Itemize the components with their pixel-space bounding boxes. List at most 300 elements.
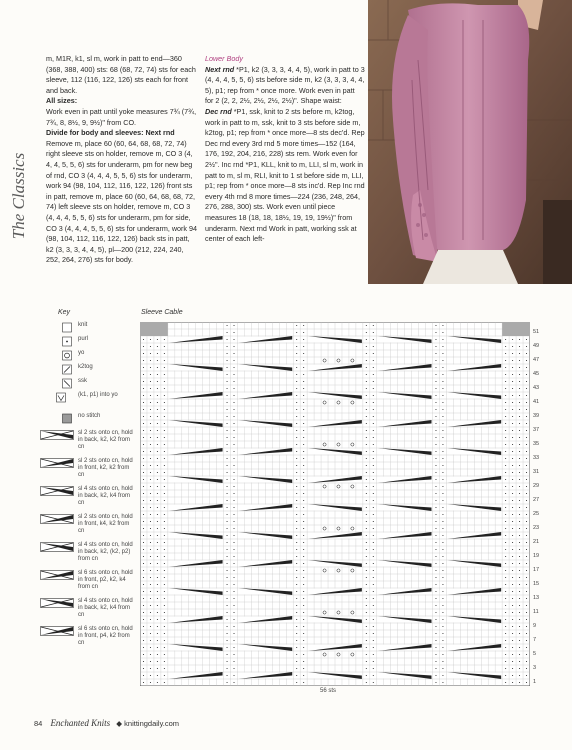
- chart-cell-mark: [435, 423, 436, 424]
- chart-cell-mark: [233, 465, 234, 466]
- chart-cell-mark: [143, 542, 144, 543]
- chart-cell-mark: [150, 647, 151, 648]
- chart-cell-mark: [233, 514, 234, 515]
- chart-cell-mark: [227, 472, 228, 473]
- chart-cell-mark: [303, 647, 304, 648]
- chart-cell-mark: [143, 409, 144, 410]
- chart-cell-mark: [505, 661, 506, 662]
- chart-cell-mark: [296, 395, 297, 396]
- knit-symbol-icon: [40, 322, 74, 334]
- chart-cell-mark: [435, 654, 436, 655]
- chart-cell-mark: [303, 360, 304, 361]
- chart-cell-mark: [512, 682, 513, 683]
- key-label: sl 6 sts onto cn, hold in front, p4, k2 from cn: [78, 626, 133, 646]
- chart-cell-mark: [296, 591, 297, 592]
- k2tog-symbol-icon: [40, 364, 74, 376]
- chart-cell-mark: [157, 346, 158, 347]
- chart-cell-mark: [164, 661, 165, 662]
- chart-cell-mark: [512, 542, 513, 543]
- chart-cell-mark: [157, 598, 158, 599]
- chart-cell-mark: [519, 444, 520, 445]
- row-number: 51: [533, 329, 540, 335]
- key-item: [40, 598, 136, 623]
- chart-cell-mark: [526, 507, 527, 508]
- chart-cell-mark: [233, 360, 234, 361]
- chart-cell-mark: [233, 647, 234, 648]
- chart-cell-mark: [519, 430, 520, 431]
- chart-cell-mark: [303, 633, 304, 634]
- chart-cell-mark: [526, 528, 527, 529]
- chart-cell-mark: [442, 619, 443, 620]
- chart-cell-mark: [505, 367, 506, 368]
- chart-cell-mark: [233, 640, 234, 641]
- chart-cell-mark: [157, 437, 158, 438]
- chart-cell-mark: [505, 584, 506, 585]
- chart-cell-mark: [366, 640, 367, 641]
- chart-cell-mark: [435, 430, 436, 431]
- chart-cell-mark: [373, 353, 374, 354]
- chart-cell-mark: [526, 444, 527, 445]
- chart-cell-mark: [303, 493, 304, 494]
- chart-cell-mark: [442, 346, 443, 347]
- chart-cell-mark: [227, 591, 228, 592]
- chart-cell-mark: [526, 367, 527, 368]
- chart-cell-mark: [512, 619, 513, 620]
- chart-cell-mark: [303, 507, 304, 508]
- chart-cell-mark: [164, 591, 165, 592]
- chart-cell-mark: [519, 514, 520, 515]
- chart-cell-mark: [233, 472, 234, 473]
- key-label: ssk: [78, 378, 87, 384]
- chart-cell-mark: [296, 423, 297, 424]
- chart-cell-mark: [442, 633, 443, 634]
- chart-cell-mark: [442, 416, 443, 417]
- chart-cell-mark: [303, 332, 304, 333]
- chart-cell-mark: [373, 514, 374, 515]
- chart-cell-mark: [227, 430, 228, 431]
- chart-cell-mark: [505, 619, 506, 620]
- chart-cell-mark: [227, 661, 228, 662]
- chart-cell-mark: [296, 360, 297, 361]
- chart-cell-mark: [519, 367, 520, 368]
- chart-cell-mark: [373, 493, 374, 494]
- instruction-text: Lower Body: [205, 54, 243, 63]
- chart-cell-mark: [435, 528, 436, 529]
- chart-cell-mark: [505, 682, 506, 683]
- chart-cell-mark: [233, 675, 234, 676]
- chart-cell-mark: [150, 346, 151, 347]
- chart-cell-mark: [150, 563, 151, 564]
- chart-cell-mark: [512, 598, 513, 599]
- chart-cell-mark: [143, 584, 144, 585]
- chart-cell-mark: [366, 591, 367, 592]
- chart-cell-mark: [157, 402, 158, 403]
- chart-cell-mark: [512, 661, 513, 662]
- col1-paragraph: [46, 107, 198, 128]
- chart-cell-mark: [526, 521, 527, 522]
- chart-cell-mark: [505, 507, 506, 508]
- chart-cell-mark: [150, 661, 151, 662]
- chart-cell-mark: [526, 542, 527, 543]
- chart-cell-mark: [526, 675, 527, 676]
- chart-cell-mark: [526, 346, 527, 347]
- chart-cell-mark: [157, 493, 158, 494]
- chart-cell-mark: [303, 661, 304, 662]
- chart-cell-mark: [233, 374, 234, 375]
- chart-cell-mark: [435, 444, 436, 445]
- chart-cell-mark: [512, 570, 513, 571]
- chart-cell-mark: [526, 654, 527, 655]
- chart-cell-mark: [366, 514, 367, 515]
- chart-cell-mark: [366, 409, 367, 410]
- chart-cell-mark: [164, 451, 165, 452]
- chart-cell-mark: [164, 367, 165, 368]
- chart-cell-mark: [164, 374, 165, 375]
- chart-cell-mark: [512, 402, 513, 403]
- chart-cell-mark: [435, 353, 436, 354]
- chart-cell-mark: [296, 458, 297, 459]
- chart-cell-mark: [512, 633, 513, 634]
- chart-cell-mark: [373, 416, 374, 417]
- chart-cell-mark: [164, 346, 165, 347]
- chart-cell-mark: [164, 472, 165, 473]
- chart-cell-mark: [303, 353, 304, 354]
- chart-cell-mark: [373, 430, 374, 431]
- key-label: yo: [78, 350, 85, 356]
- chart-cell-mark: [233, 332, 234, 333]
- chart-cell-mark: [373, 542, 374, 543]
- row-number: 7: [533, 637, 537, 643]
- chart-cell-mark: [233, 444, 234, 445]
- chart-cell-mark: [303, 514, 304, 515]
- chart-cell-mark: [435, 395, 436, 396]
- chart-cell-mark: [227, 626, 228, 627]
- chart-cell-mark: [303, 367, 304, 368]
- chart-cell-mark: [303, 416, 304, 417]
- chart-cell-mark: [435, 332, 436, 333]
- chart-cell-mark: [296, 325, 297, 326]
- chart-cell-mark: [512, 675, 513, 676]
- chart-cell-mark: [150, 500, 151, 501]
- chart-cell-mark: [366, 346, 367, 347]
- chart-cell-mark: [526, 430, 527, 431]
- chart-cell-mark: [157, 577, 158, 578]
- chart-cell-mark: [435, 360, 436, 361]
- chart-cell-mark: [373, 402, 374, 403]
- chart-cell-mark: [303, 472, 304, 473]
- chart-cell-mark: [512, 535, 513, 536]
- key-item: [40, 378, 136, 389]
- chart-cell-mark: [366, 388, 367, 389]
- chart-cell-mark: [442, 528, 443, 529]
- chart-cell-mark: [296, 388, 297, 389]
- chart-cell-mark: [519, 542, 520, 543]
- chart-cell-mark: [442, 430, 443, 431]
- chart-cell-mark: [296, 570, 297, 571]
- chart-cell-mark: [296, 640, 297, 641]
- chart-cell-mark: [526, 465, 527, 466]
- chart-cell-mark: [373, 605, 374, 606]
- chart-cell-mark: [373, 381, 374, 382]
- chart-cell-mark: [373, 528, 374, 529]
- chart-cell-mark: [303, 598, 304, 599]
- chart-cell-mark: [519, 479, 520, 480]
- chart-cell-mark: [526, 598, 527, 599]
- chart-cell-mark: [442, 549, 443, 550]
- row-number: 13: [533, 595, 540, 601]
- key-label: purl: [78, 336, 89, 342]
- chart-cell-mark: [143, 339, 144, 340]
- instruction-text: Work even in patt until yoke measures 7¾ (7¾, 7¾, 8, 8½, 9, 9½)" from CO.: [46, 106, 197, 127]
- chart-cell-mark: [303, 402, 304, 403]
- chart-cell-mark: [296, 563, 297, 564]
- chart-cell-mark: [164, 563, 165, 564]
- chart-cell-mark: [164, 465, 165, 466]
- chart-cell-mark: [442, 654, 443, 655]
- chart-cell-mark: [150, 514, 151, 515]
- chart-cell-mark: [512, 465, 513, 466]
- chart-cell-mark: [296, 339, 297, 340]
- chart-cell-mark: [303, 430, 304, 431]
- chart-cell-mark: [303, 479, 304, 480]
- chart-cell-mark: [526, 381, 527, 382]
- chart-cell-mark: [366, 416, 367, 417]
- chart-cell-mark: [442, 612, 443, 613]
- chart-cell-mark: [505, 451, 506, 452]
- chart-cell-mark: [366, 360, 367, 361]
- chart-cell-mark: [233, 556, 234, 557]
- chart-cell-mark: [303, 528, 304, 529]
- chart-cell-mark: [519, 395, 520, 396]
- chart-cell-mark: [366, 563, 367, 564]
- chart-cell-mark: [512, 563, 513, 564]
- chart-cell-mark: [157, 668, 158, 669]
- chart-cell-mark: [233, 339, 234, 340]
- row-number: 21: [533, 539, 540, 545]
- chart-cell-mark: [157, 465, 158, 466]
- chart-cell-mark: [143, 640, 144, 641]
- chart-cell-mark: [296, 472, 297, 473]
- key-item: [40, 514, 136, 539]
- chart-cell-mark: [296, 430, 297, 431]
- chart-cell-mark: [150, 507, 151, 508]
- chart-cell-mark: [296, 633, 297, 634]
- col1-paragraph: [46, 54, 198, 96]
- chart-cell-mark: [143, 437, 144, 438]
- chart-cell-mark: [164, 458, 165, 459]
- chart-cell-mark: [505, 675, 506, 676]
- website-link[interactable]: knittingdaily.com: [124, 719, 180, 728]
- chart-cell-mark: [164, 486, 165, 487]
- chart-cell-mark: [296, 500, 297, 501]
- chart-cell-mark: [227, 444, 228, 445]
- chart-cell-mark: [143, 444, 144, 445]
- chart-cell-mark: [519, 633, 520, 634]
- chart-cell-mark: [519, 528, 520, 529]
- chart-cell-mark: [227, 577, 228, 578]
- chart-cell-mark: [157, 528, 158, 529]
- row-number: 39: [533, 413, 540, 419]
- key-label: sl 4 sts onto cn, hold in back, k2, k4 from cn: [78, 486, 133, 506]
- chart-cell-mark: [435, 339, 436, 340]
- chart-cell-mark: [505, 633, 506, 634]
- chart-cell-mark: [435, 325, 436, 326]
- chart-cell-mark: [519, 612, 520, 613]
- chart-cell-mark: [150, 437, 151, 438]
- instruction-text: All sizes:: [46, 96, 78, 106]
- row-number: 43: [533, 385, 540, 391]
- chart-cell-mark: [366, 598, 367, 599]
- chart-cell-mark: [296, 528, 297, 529]
- chart-cell-mark: [435, 598, 436, 599]
- chart-cell-mark: [442, 661, 443, 662]
- chart-cell-mark: [227, 402, 228, 403]
- chart-cell-mark: [233, 479, 234, 480]
- chart-cell-mark: [526, 409, 527, 410]
- chart-cell-mark: [512, 528, 513, 529]
- chart-cell-mark: [157, 458, 158, 459]
- chart-cell-mark: [505, 388, 506, 389]
- chart-cell-mark: [303, 577, 304, 578]
- chart-cell-mark: [519, 675, 520, 676]
- cable-symbol-icon: [40, 598, 74, 608]
- chart-cell-mark: [164, 668, 165, 669]
- chart-cell-mark: [512, 374, 513, 375]
- row-number: 15: [533, 581, 540, 587]
- chart-cell-mark: [227, 556, 228, 557]
- chart-cell-mark: [512, 591, 513, 592]
- key-label: sl 2 sts onto cn, hold in back, k2, k2 from cn: [78, 430, 133, 450]
- chart-cell-mark: [366, 332, 367, 333]
- chart-cell-mark: [442, 465, 443, 466]
- chart-cell-mark: [442, 598, 443, 599]
- chart-cell-mark: [303, 605, 304, 606]
- chart-cell-mark: [150, 626, 151, 627]
- cable-symbol-icon: [40, 514, 74, 524]
- row-number: 33: [533, 455, 540, 461]
- chart-cell-mark: [373, 654, 374, 655]
- chart-cell-mark: [296, 661, 297, 662]
- chart-cell-mark: [519, 486, 520, 487]
- chart-cell-mark: [519, 346, 520, 347]
- chart-cell-mark: [157, 416, 158, 417]
- row-number: 25: [533, 511, 540, 517]
- chart-cell-mark: [233, 367, 234, 368]
- chart-cell-mark: [442, 675, 443, 676]
- chart-cell-mark: [303, 381, 304, 382]
- instruction-lead: Next rnd: [205, 64, 235, 74]
- chart-cell-mark: [505, 570, 506, 571]
- chart-cell-mark: [157, 549, 158, 550]
- chart-cell-mark: [512, 640, 513, 641]
- chart-cell-mark: [526, 486, 527, 487]
- chart-cell-mark: [373, 619, 374, 620]
- chart-cell-mark: [512, 626, 513, 627]
- chart-cell-mark: [227, 339, 228, 340]
- chart-cell-mark: [157, 486, 158, 487]
- chart-cell-mark: [150, 395, 151, 396]
- chart-cell-mark: [505, 521, 506, 522]
- chart-cell-mark: [505, 626, 506, 627]
- chart-cell-mark: [233, 409, 234, 410]
- chart-cell-mark: [519, 535, 520, 536]
- chart-cell-mark: [233, 402, 234, 403]
- chart-cell-mark: [526, 388, 527, 389]
- chart-cell-mark: [296, 451, 297, 452]
- chart-cell-mark: [526, 549, 527, 550]
- chart-cell-mark: [526, 661, 527, 662]
- chart-cell-mark: [505, 591, 506, 592]
- chart-cell-mark: [519, 416, 520, 417]
- chart-cell-mark: [303, 591, 304, 592]
- chart-cell-mark: [435, 374, 436, 375]
- chart-cell-mark: [150, 374, 151, 375]
- chart-cell-mark: [227, 325, 228, 326]
- chart-cell-mark: [150, 409, 151, 410]
- chart-cell-mark: [227, 507, 228, 508]
- chart-cell-mark: [227, 605, 228, 606]
- cable-symbol-icon: [40, 542, 74, 552]
- chart-cell-mark: [442, 367, 443, 368]
- chart-cell-mark: [442, 570, 443, 571]
- chart-cell-mark: [519, 409, 520, 410]
- instruction-text: m, M1R, k1, sl m, work in patt to end—360 (368, 388, 400) sts: 68 (68, 72, 74) sts for each sleeve, 112 (116, 122, 126) sts each for front and back.: [46, 54, 196, 95]
- chart-cell-mark: [303, 500, 304, 501]
- chart-cell-mark: [366, 493, 367, 494]
- chart-cell-mark: [505, 339, 506, 340]
- chart-cell-mark: [233, 570, 234, 571]
- chart-cell-mark: [296, 409, 297, 410]
- chart-cell-mark: [442, 381, 443, 382]
- chart-cell-mark: [442, 437, 443, 438]
- chart-cell-mark: [442, 535, 443, 536]
- chart-cell-mark: [366, 353, 367, 354]
- chart-cell-mark: [366, 619, 367, 620]
- chart-cell-mark: [373, 486, 374, 487]
- chart-cell-mark: [164, 647, 165, 648]
- key-item: [40, 542, 136, 567]
- key-item: [40, 392, 136, 410]
- chart-cell-mark: [373, 640, 374, 641]
- chart-cell-mark: [519, 493, 520, 494]
- chart-cell-mark: [519, 619, 520, 620]
- chart-cell-mark: [526, 563, 527, 564]
- chart-cell-mark: [373, 423, 374, 424]
- chart-cell-mark: [233, 437, 234, 438]
- instruction-lead: Dec rnd: [205, 106, 232, 116]
- chart-cell-mark: [233, 535, 234, 536]
- row-number: 17: [533, 567, 540, 573]
- key-item: [40, 626, 136, 651]
- chart-cell-mark: [519, 570, 520, 571]
- chart-cell-mark: [442, 388, 443, 389]
- chart-cell-mark: [366, 374, 367, 375]
- chart-cell-mark: [227, 493, 228, 494]
- chart-cell-mark: [526, 451, 527, 452]
- chart-cell-mark: [435, 409, 436, 410]
- chart-cell-mark: [143, 570, 144, 571]
- chart-cell-mark: [373, 465, 374, 466]
- chart-cell-mark: [366, 549, 367, 550]
- key-item: [40, 322, 136, 333]
- row-number: 35: [533, 441, 540, 447]
- chart-cell-mark: [442, 486, 443, 487]
- row-number: 47: [533, 357, 540, 363]
- chart-cell-mark: [227, 346, 228, 347]
- chart-cell-mark: [150, 381, 151, 382]
- chart-cell-mark: [526, 374, 527, 375]
- chart-cell-mark: [366, 577, 367, 578]
